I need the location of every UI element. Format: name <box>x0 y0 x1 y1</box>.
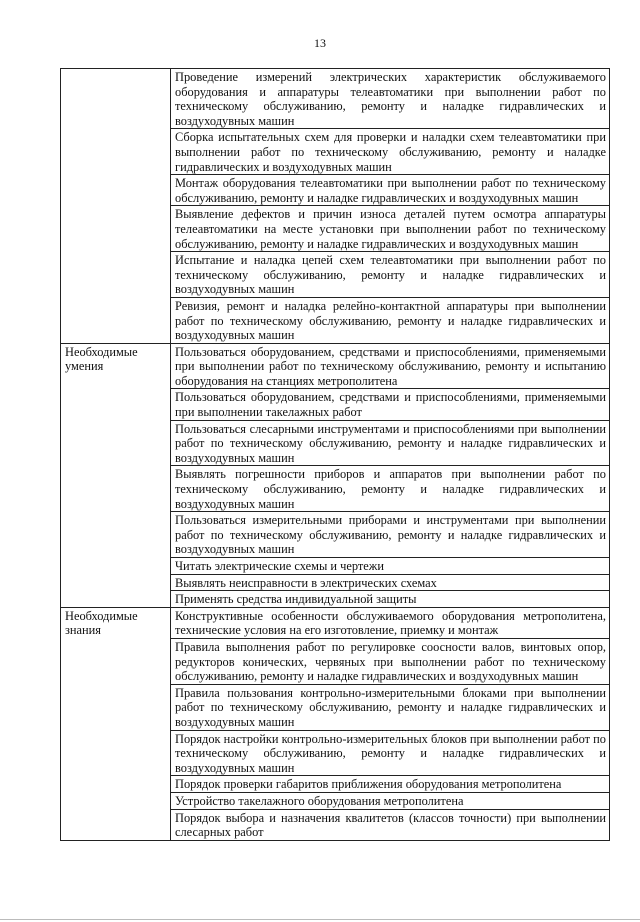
requirement-item: Порядок выбора и назначения квалитетов (классов точности) при выполнении слесарных работ <box>171 809 610 840</box>
requirement-item: Выявлять неисправности в электрических схемах <box>171 574 610 591</box>
requirements-table <box>60 68 610 841</box>
section-label: Необходимые знания <box>61 607 171 840</box>
requirement-item: Сборка испытательных схем для проверки и наладки схем телеавтоматики при выполнении работ по техническому обслуживанию, ремонту и наладке гидравлических и воздуходувных машин <box>171 129 610 175</box>
requirement-item: Порядок проверки габаритов приближения оборудования метрополитена <box>171 776 610 793</box>
requirement-item: Пользоваться оборудованием, средствами и приспособлениями, применяемыми при выполнении такелажных работ <box>171 389 610 420</box>
requirement-item: Пользоваться измерительными приборами и инструментами при выполнении работ по техническому обслуживанию, ремонту и наладке гидравлических и воздуходувных машин <box>171 512 610 558</box>
requirement-item: Испытание и наладка цепей схем телеавтоматики при выполнении работ по техническому обслуживанию, ремонту и наладке гидравлических и воздуходувных машин <box>171 252 610 298</box>
requirement-item: Выявлять погрешности приборов и аппаратов при выполнении работ по техническому обслуживанию, ремонту и наладке гидравлических и воздуходувных машин <box>171 466 610 512</box>
section-label <box>61 69 171 344</box>
requirement-item: Конструктивные особенности обслуживаемого оборудования метрополитена, технические условия на его изготовление, приемку и монтаж <box>171 607 610 638</box>
page-number: 13 <box>314 36 326 50</box>
requirement-item: Выявление дефектов и причин износа деталей путем осмотра аппаратуры телеавтоматики на месте установки при выполнении работ по техническому обслуживанию, ремонту и наладке гидравлических и воздуходувных машин <box>171 206 610 252</box>
requirement-item: Применять средства индивидуальной защиты <box>171 591 610 608</box>
requirement-item: Правила выполнения работ по регулировке соосности валов, винтовых опор, редукторов конических, червяных при выполнении работ по техническому обслуживанию, ремонту и наладке гидравлических и воздуходувных машин <box>171 638 610 684</box>
requirement-item: Монтаж оборудования телеавтоматики при выполнении работ по техническому обслуживанию, ремонту и наладке гидравлических и воздуходувных машин <box>171 175 610 206</box>
requirement-item: Ревизия, ремонт и наладка релейно-контактной аппаратуры при выполнении работ по техническому обслуживанию, ремонту и наладке гидравлических и воздуходувных машин <box>171 297 610 343</box>
table-row <box>61 343 610 389</box>
requirement-item: Правила пользования контрольно-измерительными блоками при выполнении работ по техническому обслуживанию, ремонту и наладке гидравлических и воздуходувных машин <box>171 684 610 730</box>
requirement-item: Проведение измерений электрических характеристик обслуживаемого оборудования и аппаратуры телеавтоматики при выполнении работ по техническому обслуживанию, ремонту и наладке гидравлических и воздуходувных машин <box>171 69 610 129</box>
requirement-item: Читать электрические схемы и чертежи <box>171 558 610 575</box>
requirement-item: Пользоваться оборудованием, средствами и приспособлениями, применяемыми при выполнении работ по техническому обслуживанию, ремонту и испытанию оборудования на станциях метрополитена <box>171 343 610 389</box>
requirement-item: Устройство такелажного оборудования метрополитена <box>171 792 610 809</box>
section-label: Необходимые умения <box>61 343 171 607</box>
table-row <box>61 69 610 129</box>
table-row <box>61 607 610 638</box>
requirement-item: Пользоваться слесарными инструментами и приспособлениями при выполнении работ по техническому обслуживанию, ремонту и наладке гидравлических и воздуходувных машин <box>171 420 610 466</box>
page-edge <box>0 919 640 920</box>
requirement-item: Порядок настройки контрольно-измерительных блоков при выполнении работ по техническому обслуживанию, ремонту и наладке гидравлических и воздуходувных машин <box>171 730 610 776</box>
